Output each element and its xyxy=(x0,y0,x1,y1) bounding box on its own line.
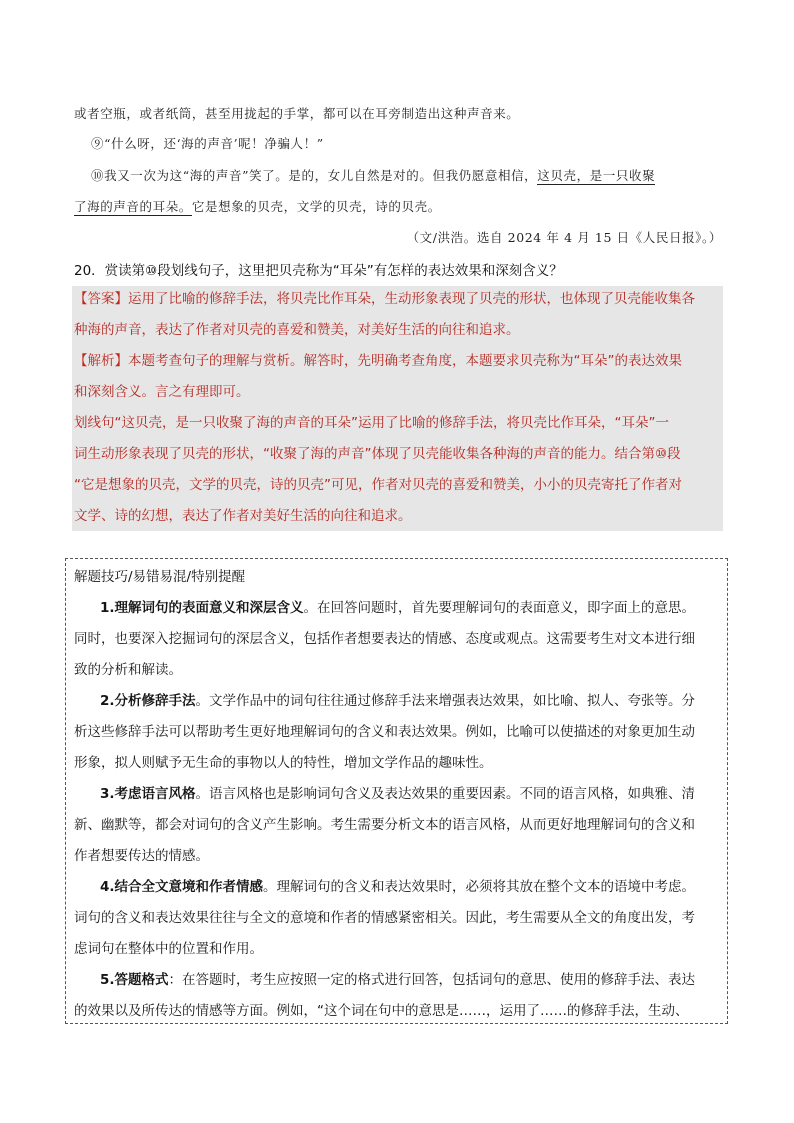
tip-1-line-1: 1.理解词句的表面意义和深层含义。在回答问题时，首先要理解词句的表面意义，即字面上的意思。 xyxy=(100,600,696,616)
tip-3-title: 3.考虑语言风格 xyxy=(100,786,196,802)
analysis-line-1: 【解析】本题考查句子的理解与赏析。解答时，先明确考查角度，本题要求贝壳称为“耳朵”的表达效果 xyxy=(74,353,682,369)
story-paragraph-10-text: ⑩我又一次为这“海的声音”笑了。是的，女儿自然是对的。但我仍愿意相信， xyxy=(91,168,538,183)
analysis-tag: 【解析】 xyxy=(74,353,128,369)
tip-4-line-1: 4.结合全文意境和作者情感。理解词句的含义和表达效果时，必须将其放在整个文本的语境中考虑。 xyxy=(100,879,696,895)
tip-5-line-2: 的效果以及所传达的情感等方面。例如，“这个词在句中的意思是……，运用了……的修辞手法，生动、 xyxy=(74,1003,689,1019)
story-paragraph-10-line-2 xyxy=(74,197,441,215)
tip-1-line-2: 同时，也要深入挖掘词句的深层含义，包括作者想要表达的情感、态度或观点。这需要考生对文本进行细 xyxy=(74,631,695,647)
tip-4-line-3: 虑词句在整体中的位置和作用。 xyxy=(74,941,263,957)
underlined-sentence-part-2: 了海的声音的耳朵。 xyxy=(74,199,192,214)
tip-5-title: 5.答题格式 xyxy=(100,972,169,988)
analysis-line-3: 划线句“这贝壳，是一只收聚了海的声音的耳朵”运用了比喻的修辞手法，将贝壳比作耳朵，“耳朵”一 xyxy=(74,415,669,431)
analysis-line-5: “它是想象的贝壳，文学的贝壳，诗的贝壳”可见，作者对贝壳的喜爱和赞美，小小的贝壳寄托了作者对 xyxy=(74,477,682,493)
analysis-line-2: 和深刻含义。言之有理即可。 xyxy=(74,384,250,400)
answer-line-1: 【答案】运用了比喻的修辞手法，将贝壳比作耳朵，生动形象表现了贝壳的形状，也体现了贝壳能收集各 xyxy=(74,291,695,307)
tip-5-line-1: 5.答题格式：在答题时，考生应按照一定的格式进行回答，包括词句的意思、使用的修辞手法、表达 xyxy=(100,972,696,988)
tip-3-line-3: 作者想要传达的情感。 xyxy=(74,848,209,864)
tip-2-line-2: 析这些修辞手法可以帮助考生更好地理解词句的含义和表达效果。例如，比喻可以使描述的对象更加生动 xyxy=(74,724,695,740)
analysis-line-6: 文学、诗的幻想，表达了作者对美好生活的向往和追求。 xyxy=(74,508,412,524)
question-20: 20．赏读第⑩段划线句子，这里把贝壳称为“耳朵”有怎样的表达效果和深刻含义？ xyxy=(74,263,563,279)
tip-2-line-3: 形象，拟人则赋予无生命的事物以人的特性，增加文学作品的趣味性。 xyxy=(74,755,493,771)
story-paragraph-10-text-2: 它是想象的贝壳，文学的贝壳，诗的贝壳。 xyxy=(191,199,441,214)
answer-section xyxy=(74,284,724,532)
tips-content xyxy=(74,562,724,1027)
tip-3-line-1: 3.考虑语言风格。语言风格也是影响词句含义及表达效果的重要因素。不同的语言风格，如典雅、清 xyxy=(100,786,696,802)
tip-4-title: 4.结合全文意境和作者情感 xyxy=(100,879,264,895)
story-line-1: 或者空瓶，或者纸筒，甚至用拢起的手掌，都可以在耳旁制造出这种声音来。 xyxy=(74,106,520,121)
tip-2-title: 2.分析修辞手法 xyxy=(100,693,196,709)
story-paragraph-10-line-1 xyxy=(91,166,655,184)
tip-2-line-1: 2.分析修辞手法。文学作品中的词句往往通过修辞手法来增强表达效果，如比喻、拟人、夸张等。分 xyxy=(100,693,696,709)
tips-heading: 解题技巧/易错易混/特别提醒 xyxy=(74,569,246,585)
underlined-sentence-part-1: 这贝壳，是一只收聚 xyxy=(537,168,656,183)
source-citation: （文/洪浩。选自 2024 年 4 月 15 日《人民日报》。） xyxy=(406,230,722,245)
tip-1-line-3: 致的分析和解读。 xyxy=(74,662,182,678)
answer-tag: 【答案】 xyxy=(74,291,128,307)
tip-3-line-2: 新、幽默等，都会对词句的含义产生影响。考生需要分析文本的语言风格，从而更好地理解词句的含义和 xyxy=(74,817,695,833)
tip-1-title: 1.理解词句的表面意义和深层含义 xyxy=(100,600,304,616)
tip-4-line-2: 词句的含义和表达效果往往与全文的意境和作者的情感紧密相关。因此，考生需要从全文的角度出发，考 xyxy=(74,910,695,926)
story-paragraph-9: ⑨“什么呀，还‘海的声音’呢！净骗人！” xyxy=(91,136,324,151)
analysis-line-4: 词生动形象表现了贝壳的形状，“收聚了海的声音”体现了贝壳能收集各种海的声音的能力。结合第⑩段 xyxy=(74,446,681,462)
answer-line-2: 种海的声音，表达了作者对贝壳的喜爱和赞美，对美好生活的向往和追求。 xyxy=(74,322,520,338)
